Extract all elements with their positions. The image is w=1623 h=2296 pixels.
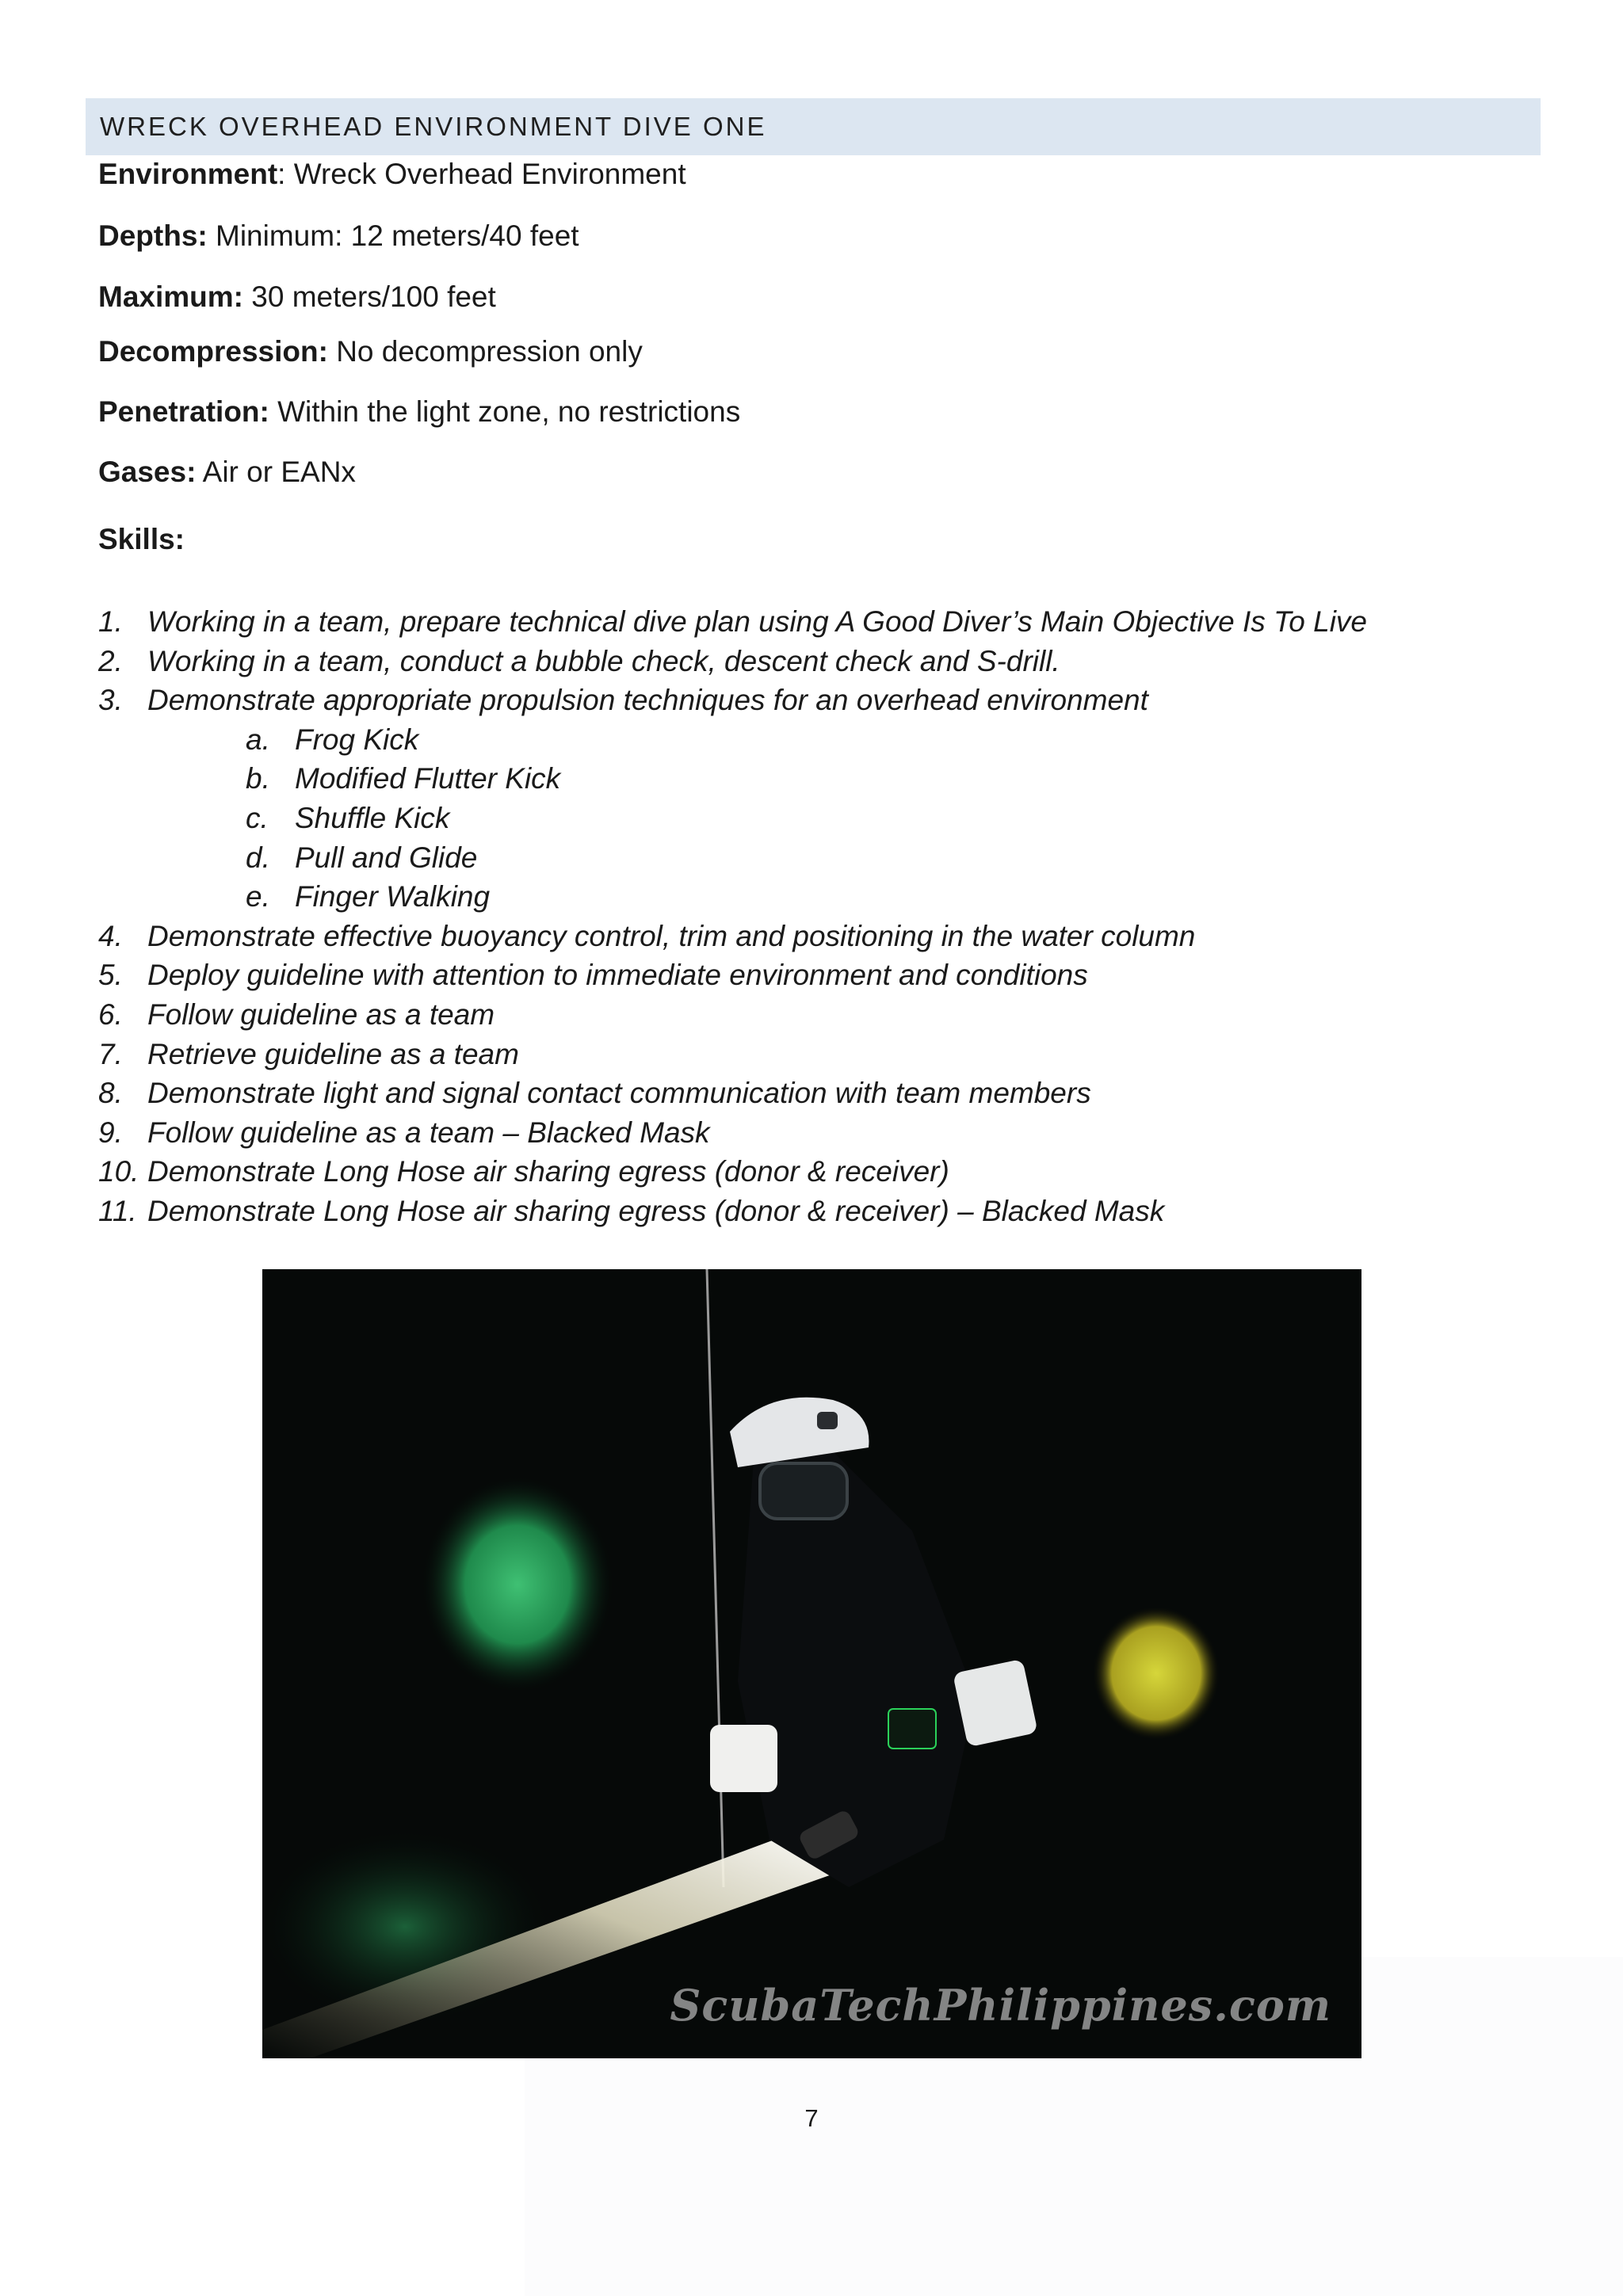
skills-label: Skills:: [98, 523, 185, 555]
sub-skill-item: [246, 838, 1367, 878]
photo-watermark: ScubaTechPhilippines.com: [670, 1980, 1331, 2031]
skill-number: 1.: [98, 605, 123, 638]
skill-number: 8.: [98, 1077, 123, 1110]
skill-item: [98, 642, 1367, 681]
skill-item: [98, 1152, 1367, 1192]
green-porthole-glow: [422, 1478, 613, 1691]
skill-item: [98, 681, 1367, 917]
sub-skill-letter: a.: [246, 723, 270, 756]
maximum-value: 30 meters/100 feet: [242, 280, 496, 313]
diver-photo-illustration: [262, 1269, 1361, 2058]
skill-text: Follow guideline as a team: [147, 997, 495, 1031]
skill-number: 3.: [98, 684, 123, 717]
depths-value: Minimum: 12 meters/40 feet: [207, 219, 579, 252]
skill-text: Demonstrate appropriate propulsion techniques for an overhead environment: [147, 684, 1148, 717]
page-number: 7: [804, 2104, 819, 2132]
sub-skill-item: [246, 799, 1367, 838]
gases-value: Air or EANx: [196, 456, 356, 488]
section-heading-text: WRECK OVERHEAD ENVIRONMENT DIVE ONE: [100, 112, 767, 141]
penetration-value: Within the light zone, no restrictions: [269, 395, 741, 428]
depths-field: [98, 219, 579, 254]
sub-skill-letter: d.: [246, 841, 270, 874]
sub-skill-item: [246, 720, 1367, 760]
skill-number: 11.: [98, 1194, 137, 1227]
sub-skill-item: [246, 759, 1367, 799]
skill-number: 7.: [98, 1037, 123, 1070]
penetration-label: Penetration:: [98, 395, 269, 428]
skill-number: 4.: [98, 919, 123, 952]
sub-skill-text: Shuffle Kick: [295, 801, 450, 834]
environment-value: : Wreck Overhead Environment: [277, 158, 686, 190]
skill-text: Demonstrate light and signal contact communication with team members: [147, 1077, 1091, 1110]
sub-skill-item: [246, 877, 1367, 917]
sub-skill-letter: b.: [246, 762, 270, 795]
skill-number: 6.: [98, 997, 123, 1031]
section-heading: [86, 98, 1541, 155]
skill-text: Working in a team, prepare technical dive plan using A Good Diver’s Main Objective Is To Live: [147, 605, 1368, 638]
sub-skill-letter: e.: [246, 880, 270, 913]
skill-text: Demonstrate Long Hose air sharing egress (donor & receiver): [147, 1155, 949, 1188]
skill-item: [98, 602, 1367, 642]
skill-text: Retrieve guideline as a team: [147, 1037, 519, 1070]
skill-item: [98, 1113, 1367, 1153]
environment-label: Environment: [98, 158, 278, 190]
skill-item: [98, 1035, 1367, 1074]
decompression-value: No decompression only: [327, 335, 643, 368]
skill-number: 10.: [98, 1155, 139, 1188]
penetration-field: [98, 395, 740, 429]
skill-number: 5.: [98, 959, 123, 992]
depths-label: Depths:: [98, 219, 208, 252]
decompression-label: Decompression:: [98, 335, 328, 368]
propulsion-technique-list: [147, 720, 1367, 917]
maximum-field: [98, 280, 496, 315]
skill-text: Demonstrate effective buoyancy control, trim and positioning in the water column: [147, 919, 1196, 952]
skills-list: [98, 602, 1367, 1231]
helmet-light: [817, 1412, 838, 1429]
canister-left: [710, 1725, 777, 1792]
skill-item: [98, 1074, 1367, 1113]
skill-number: 2.: [98, 644, 123, 677]
skill-item: [98, 917, 1367, 956]
sub-skill-letter: c.: [246, 801, 269, 834]
skill-number: 9.: [98, 1116, 123, 1149]
sub-skill-text: Frog Kick: [295, 723, 419, 756]
dive-computer: [888, 1709, 936, 1749]
skill-text: Working in a team, conduct a bubble check, descent check and S-drill.: [147, 644, 1060, 677]
skill-item: [98, 1192, 1367, 1231]
skill-item: [98, 955, 1367, 995]
sub-skill-text: Modified Flutter Kick: [295, 762, 561, 795]
sub-skill-text: Finger Walking: [295, 880, 491, 913]
skill-text: Deploy guideline with attention to immediate environment and conditions: [147, 959, 1088, 992]
skill-item: [98, 995, 1367, 1035]
skill-text: Demonstrate Long Hose air sharing egress (donor & receiver) – Blacked Mask: [147, 1194, 1165, 1227]
diver-photo: [262, 1269, 1361, 2058]
yellow-porthole-glow: [1093, 1607, 1220, 1740]
maximum-label: Maximum:: [98, 280, 243, 313]
skill-text: Follow guideline as a team – Blacked Mask: [147, 1116, 710, 1149]
skills-heading: [98, 522, 185, 557]
sub-skill-text: Pull and Glide: [295, 841, 478, 874]
decompression-field: [98, 334, 643, 369]
gases-field: [98, 455, 356, 490]
environment-field: [98, 157, 686, 192]
diver-mask: [760, 1463, 847, 1519]
gases-label: Gases:: [98, 456, 197, 488]
